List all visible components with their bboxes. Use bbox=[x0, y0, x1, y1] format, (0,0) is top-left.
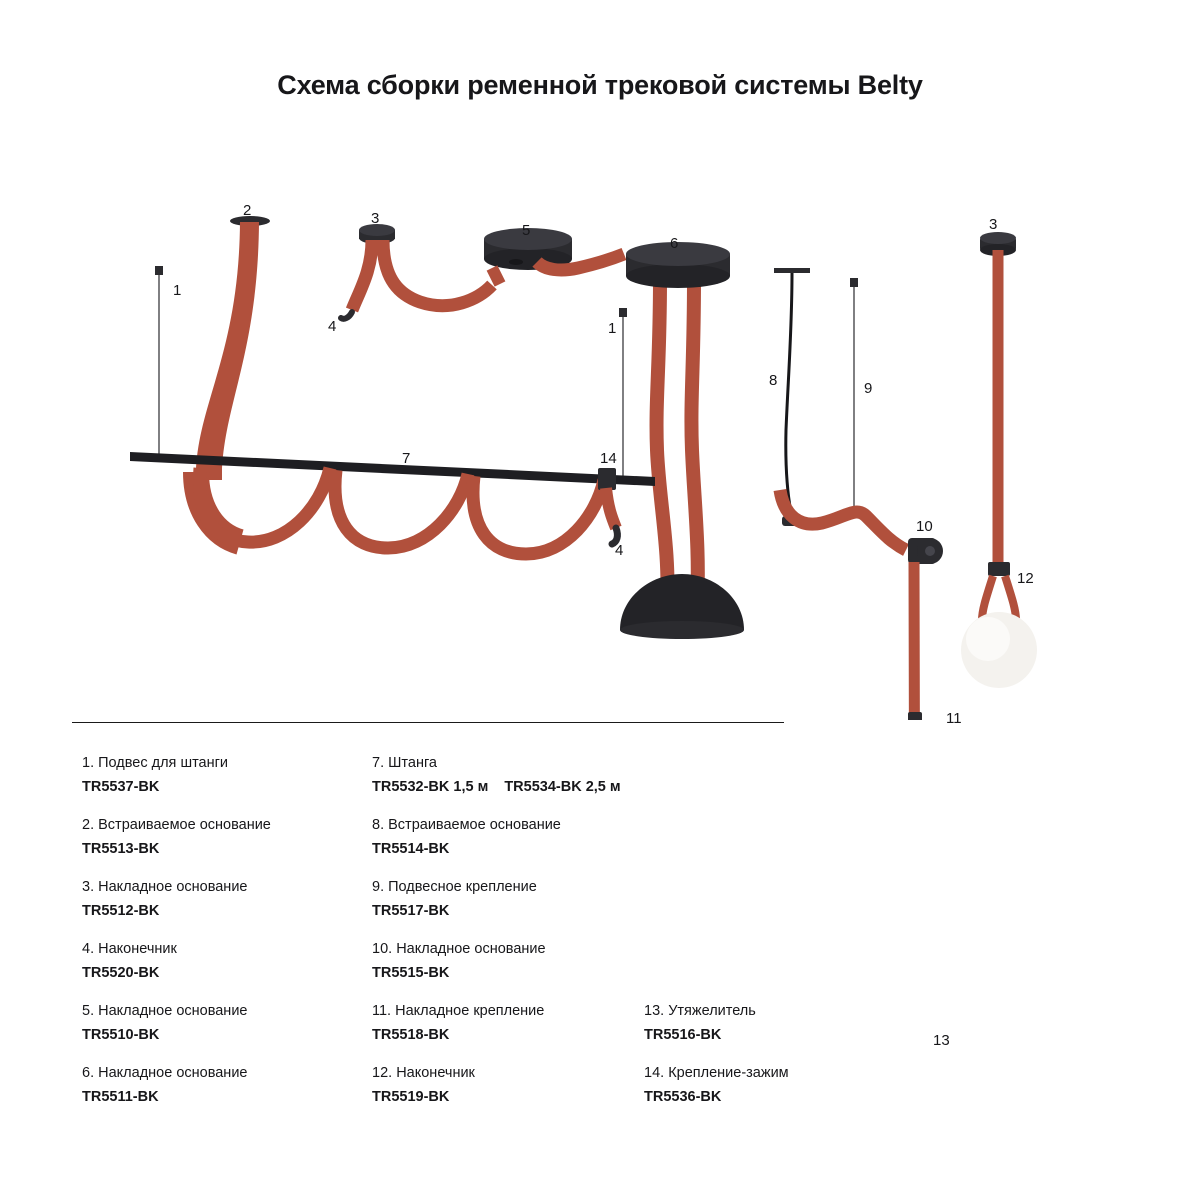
legend-item-14-code: TR5536-BK bbox=[644, 1089, 722, 1105]
legend-divider bbox=[72, 722, 784, 723]
callout-10: 10 bbox=[916, 518, 933, 535]
legend bbox=[72, 755, 1132, 1135]
callout-5: 5 bbox=[522, 222, 531, 239]
legend-item-11-number: 11. bbox=[372, 1003, 392, 1019]
part-1-rod-hanger-middle bbox=[619, 308, 627, 480]
legend-item-3-name bbox=[82, 879, 385, 895]
legend-item-12-code: TR5519-BK bbox=[372, 1089, 450, 1105]
callout-12: 12 bbox=[1017, 570, 1034, 587]
legend-item-10-number: 10. bbox=[372, 941, 393, 957]
legend-item-2 bbox=[82, 817, 385, 857]
legend-item-13-code: TR5516-BK bbox=[644, 1027, 722, 1043]
callout-7: 7 bbox=[402, 450, 411, 467]
legend-item-3-label: Накладное основание bbox=[98, 879, 248, 895]
legend-item-3-number: 3. bbox=[82, 879, 95, 895]
legend-item-5-code: TR5510-BK bbox=[82, 1027, 160, 1043]
legend-item-14 bbox=[644, 1065, 944, 1105]
legend-item-11-name bbox=[372, 1003, 672, 1019]
legend-item-12 bbox=[372, 1065, 672, 1105]
legend-item-4 bbox=[82, 941, 382, 981]
legend-item-6-number: 6. bbox=[82, 1065, 95, 1081]
legend-item-8-name bbox=[372, 817, 672, 833]
legend-item-4-label: Наконечник bbox=[98, 941, 177, 957]
legend-item-14-number: 14. bbox=[644, 1065, 665, 1081]
legend-item-1-label: Подвес для штанги bbox=[98, 755, 229, 771]
legend-item-9-number: 9. bbox=[372, 879, 385, 895]
legend-item-5-number: 5. bbox=[82, 1003, 95, 1019]
part-2-recessed-base bbox=[196, 216, 270, 542]
part-6-surface-base-large bbox=[620, 242, 744, 639]
legend-item-7 bbox=[372, 755, 772, 795]
part-9-suspended-mount bbox=[850, 278, 858, 516]
legend-item-12-label: Наконечник bbox=[396, 1065, 475, 1081]
legend-item-7-number: 7. bbox=[372, 755, 385, 771]
legend-item-11-code: TR5518-BK bbox=[372, 1027, 450, 1043]
callout-13: 13 bbox=[933, 1032, 950, 1049]
callout-6: 6 bbox=[670, 235, 679, 252]
legend-item-13 bbox=[644, 1003, 944, 1043]
legend-item-10-code: TR5515-BK bbox=[372, 965, 450, 981]
callout-11: 11 bbox=[946, 710, 962, 727]
legend-item-5-label: Накладное основание bbox=[98, 1003, 248, 1019]
legend-item-4-number: 4. bbox=[82, 941, 95, 957]
legend-item-6 bbox=[82, 1065, 382, 1105]
callout-3a: 3 bbox=[371, 210, 380, 227]
legend-item-11-label: Накладное крепление bbox=[395, 1003, 545, 1019]
legend-item-13-label: Утяжелитель bbox=[668, 1003, 756, 1019]
callout-3b: 3 bbox=[989, 216, 998, 233]
legend-item-10 bbox=[372, 941, 672, 981]
callout-9: 9 bbox=[864, 380, 873, 397]
legend-item-8-code: TR5514-BK bbox=[372, 841, 450, 857]
legend-item-2-name bbox=[82, 817, 385, 833]
legend-item-8 bbox=[372, 817, 672, 857]
part-5-surface-base-drum bbox=[484, 228, 624, 284]
legend-item-6-label: Накладное основание bbox=[98, 1065, 248, 1081]
legend-item-1 bbox=[82, 755, 385, 795]
part-10-surface-base-round bbox=[908, 538, 943, 720]
legend-item-7-code bbox=[372, 779, 772, 795]
part-3-surface-base-right bbox=[980, 232, 1016, 562]
legend-item-10-name bbox=[372, 941, 672, 957]
legend-item-12-number: 12. bbox=[372, 1065, 393, 1081]
legend-item-8-label: Встраиваемое основание bbox=[388, 817, 561, 833]
legend-item-1-name bbox=[82, 755, 385, 771]
page-title: Схема сборки ременной трековой системы Belty bbox=[277, 70, 923, 100]
legend-item-11 bbox=[372, 1003, 672, 1043]
callout-2: 2 bbox=[243, 202, 252, 219]
legend-item-6-code: TR5511-BK bbox=[82, 1089, 159, 1105]
legend-item-3-code: TR5512-BK bbox=[82, 903, 160, 919]
legend-item-6-name bbox=[82, 1065, 382, 1081]
strap-to-part-10 bbox=[780, 490, 906, 550]
legend-item-9-code: TR5517-BK bbox=[372, 903, 450, 919]
legend-item-4-code: TR5520-BK bbox=[82, 965, 160, 981]
legend-item-14-name bbox=[644, 1065, 944, 1081]
callout-4b: 4 bbox=[615, 542, 624, 559]
legend-item-7-name bbox=[372, 755, 772, 771]
legend-item-5-name bbox=[82, 1003, 382, 1019]
legend-item-4-name bbox=[82, 941, 382, 957]
legend-item-3 bbox=[82, 879, 385, 919]
part-11-surface-clip bbox=[908, 712, 922, 720]
legend-item-12-name bbox=[372, 1065, 672, 1081]
legend-item-1-code: TR5537-BK bbox=[82, 779, 160, 795]
part-3-surface-base-small bbox=[341, 224, 492, 319]
callout-1a: 1 bbox=[173, 282, 182, 299]
legend-item-13-number: 13. bbox=[644, 1003, 665, 1019]
legend-item-9-name bbox=[372, 879, 672, 895]
legend-item-7-label: Штанга bbox=[388, 755, 437, 771]
part-1-rod-hanger-left bbox=[155, 266, 163, 455]
legend-item-7-code-1: TR5532-BK 1,5 м bbox=[372, 779, 489, 795]
legend-item-8-number: 8. bbox=[372, 817, 385, 833]
legend-item-2-code: TR5513-BK bbox=[82, 841, 160, 857]
legend-item-5 bbox=[82, 1003, 382, 1043]
legend-item-1-number: 1. bbox=[82, 755, 95, 771]
callout-8: 8 bbox=[769, 372, 778, 389]
diagram-svg bbox=[0, 150, 1200, 720]
legend-item-2-number: 2. bbox=[82, 817, 95, 833]
part-8-recessed-base-cable bbox=[774, 268, 810, 526]
strap-loops-on-rod bbox=[199, 468, 604, 554]
legend-item-14-label: Крепление-зажим bbox=[668, 1065, 789, 1081]
legend-item-7-code-2: TR5534-BK 2,5 м bbox=[504, 779, 621, 795]
legend-item-9-label: Подвесное крепление bbox=[388, 879, 537, 895]
legend-item-9 bbox=[372, 879, 672, 919]
callout-14: 14 bbox=[600, 450, 617, 467]
legend-item-2-label: Встраиваемое основание bbox=[98, 817, 271, 833]
legend-item-10-label: Накладное основание bbox=[396, 941, 546, 957]
legend-item-13-name bbox=[644, 1003, 944, 1019]
callout-1b: 1 bbox=[608, 320, 617, 337]
callout-4a: 4 bbox=[328, 318, 337, 335]
